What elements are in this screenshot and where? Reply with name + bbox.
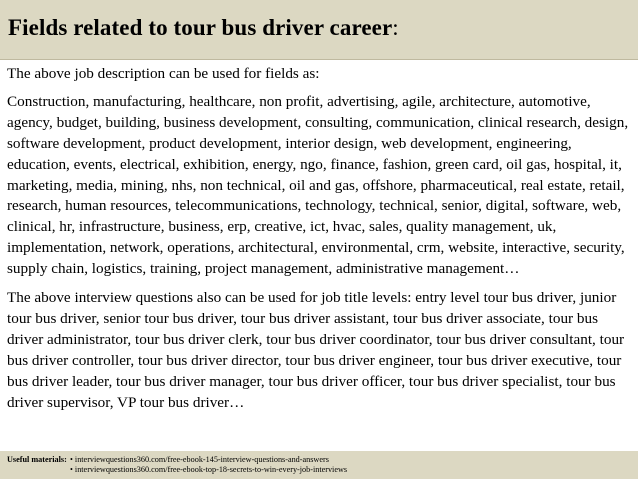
footer-label: Useful materials: bbox=[7, 455, 67, 464]
slide-title-colon: : bbox=[392, 15, 399, 40]
job-levels-paragraph: The above interview questions also can be used for job title levels: entry level tour bus driver, junior tour bus driver, senior tour bus driver, tour bus driver assistant, tour bus driver associate, tour bus driver administrator, tour bus driver clerk, tour bus driver coordinator, tour bus driver consultant, tour bus driver controller, tour bus driver director, tour bus driver engineer, tour bus driver executive, tour bus driver leader, tour bus driver manager, tour bus driver officer, tour bus driver specialist, tour bus driver supervisor, VP tour bus driver… bbox=[7, 289, 625, 411]
title-bar bbox=[0, 0, 638, 59]
intro-paragraph: The above job description can be used for fields as: bbox=[7, 65, 320, 82]
footer-link-ebook-18-secrets[interactable]: • interviewquestions360.com/free-ebook-top-18-secrets-to-win-every-job-interviews bbox=[70, 464, 348, 474]
footer-links bbox=[70, 455, 347, 474]
footer-bar bbox=[0, 451, 638, 479]
slide-title-text: Fields related to tour bus driver career bbox=[8, 15, 393, 40]
fields-paragraph: Construction, manufacturing, healthcare, non profit, advertising, agile, architecture, automotive, agency, budget, building, business development, consulting, communication, clinical research, design, software development, product development, interior design, web development, engineering, education, events, electrical, exhibition, energy, ngo, finance, fashion, green card, oil gas, hospital, it, marketing, media, mining, nhs, non technical, oil and gas, offshore, pharmaceutical, real estate, retail, research, human resources, telecommunications, technology, technical, senior, digital, software, web, clinical, hr, infrastructure, business, erp, creative, ict, hvac, sales, quality management, uk, implementation, network, operations, architectural, environmental, crm, website, interactive, security, supply chain, logistics, training, project management, administrative management… bbox=[7, 92, 629, 278]
slide-body bbox=[7, 64, 635, 414]
title-divider bbox=[0, 59, 638, 60]
slide-title bbox=[8, 15, 399, 41]
footer-link-ebook-145[interactable]: • interviewquestions360.com/free-ebook-145-interview-questions-and-answers bbox=[70, 455, 329, 464]
